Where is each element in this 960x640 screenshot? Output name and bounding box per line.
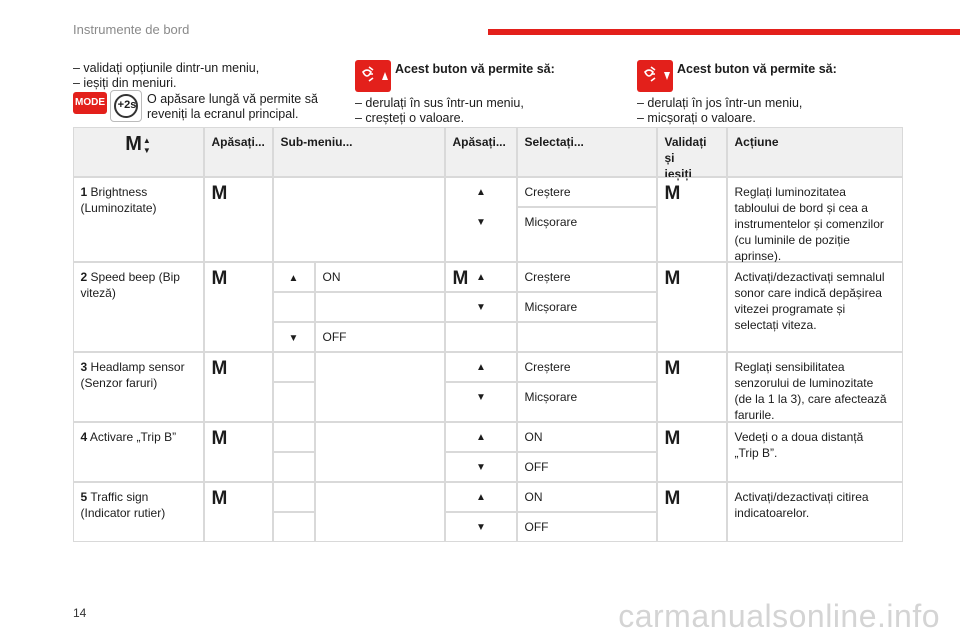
option-label: OFF [524, 519, 549, 534]
option-cell [517, 482, 657, 512]
action-line: selectați viteza. [734, 317, 817, 332]
option-label: Micșorare [524, 214, 578, 229]
header-validate-label: Validați și [664, 134, 707, 165]
light-down-button-icon [637, 60, 673, 92]
option-cell [517, 207, 657, 262]
option-label: Creștere [524, 184, 571, 199]
action-line: „Trip B”. [734, 445, 778, 460]
header-press-label: Apăsați... [211, 134, 265, 149]
action-line: senzorului de luminozitate [734, 375, 874, 390]
submenu-empty [273, 292, 315, 322]
option-label: Micșorare [524, 389, 578, 404]
menu-item-label: (Luminozitate) [80, 200, 157, 215]
action-line: sonor care indică depășirea [734, 285, 882, 300]
m-icon: M [211, 267, 228, 289]
m-icon: M [211, 487, 228, 509]
validate-m-cell [657, 262, 727, 352]
validate-m-cell [657, 482, 727, 542]
up-arrow-icon: ▲ [476, 362, 486, 373]
submenu-option-label: OFF [322, 329, 347, 344]
press-m-cell [204, 352, 273, 422]
menu-item-label: Traffic sign [90, 489, 149, 504]
option-cell [517, 512, 657, 542]
light-up-button-icon [355, 60, 391, 92]
up-arrow-icon: ▲ [476, 187, 486, 198]
submenu-empty [315, 292, 445, 322]
m-icon: M [664, 357, 681, 379]
action-text [727, 482, 903, 542]
up-arrow-icon: ▲ [476, 272, 486, 283]
down-arrow-icon: ▼ [476, 302, 486, 313]
menu-item-number: 2 [80, 269, 88, 284]
press-m-cell [204, 422, 273, 482]
down-arrow-icon: ▼ [476, 392, 486, 403]
action-line: (cu luminile de poziție [734, 232, 850, 247]
menu-item-label: Speed beep (Bip [90, 269, 180, 284]
action-line: farurile. [734, 407, 775, 422]
action-line: instrumentelor și comenzilor [734, 216, 884, 231]
option-label: ON [524, 429, 543, 444]
m-icon: M [664, 487, 681, 509]
header-select [517, 127, 657, 177]
option-label: OFF [524, 459, 549, 474]
option-cell [517, 382, 657, 422]
down-arrow-icon: ▼ [476, 462, 486, 473]
menu-item-label: (Indicator rutier) [80, 505, 166, 520]
m-icon: M [664, 267, 681, 289]
option-label: Creștere [524, 269, 571, 284]
press-m-cell [204, 177, 273, 262]
option-label: Micșorare [524, 299, 578, 314]
m-icon: M [452, 267, 469, 289]
page-number: 14 [73, 606, 87, 620]
action-line: indicatoarelor. [734, 505, 810, 520]
menu-item-label: viteză) [80, 285, 116, 300]
long-press-text: O apăsare lungă vă permite să reveniți la ecranul principal. [147, 92, 318, 121]
submenu-arrow [273, 262, 315, 292]
submenu-empty [273, 452, 315, 482]
submenu-empty [273, 352, 315, 382]
header-submenu-label: Sub-meniu... [280, 134, 353, 149]
submenu-empty [273, 177, 445, 262]
hold-2s-icon: +2s [110, 90, 142, 122]
down-button-title: Acest buton vă permite să: [677, 62, 837, 76]
submenu-empty [315, 352, 445, 422]
menu-item-label: (Senzor faruri) [80, 375, 158, 390]
down-arrow-icon: ▼ [142, 146, 151, 156]
action-text [727, 177, 903, 262]
menu-item-number: 1 [80, 184, 88, 199]
menu-item-name [73, 262, 204, 352]
submenu-empty [315, 422, 445, 482]
option-cell [517, 262, 657, 292]
option-label: Creștere [524, 359, 571, 374]
action-text [727, 352, 903, 422]
action-line: Activați/dezactivați semnalul [734, 269, 885, 284]
menu-item-label: Activare „Trip B” [89, 429, 177, 444]
up-arrow-icon: ▲ [288, 272, 299, 284]
option-cell [517, 177, 657, 207]
m-icon: M [125, 132, 142, 155]
down-arrow-icon: ▼ [476, 522, 486, 533]
intro-line: – validați opțiunile dintr-un meniu, [73, 61, 260, 75]
menu-item-name [73, 177, 204, 262]
header-accent-bar [488, 29, 960, 35]
action-line: Reglați sensibilitatea [734, 359, 845, 374]
header-validate [657, 127, 727, 181]
action-line: Vedeți o a doua distanță [734, 429, 864, 444]
intro-line: – ieșiți din meniuri. [73, 76, 177, 90]
menu-item-number: 5 [80, 489, 88, 504]
validate-m-cell [657, 352, 727, 422]
submenu-arrow [273, 322, 315, 352]
watermark: carmanualsonline.info [618, 598, 940, 634]
down-button-desc: – derulați în jos într-un meniu, – micșorați o valoare. [637, 96, 803, 125]
up-arrow-icon: ▲ [476, 492, 486, 503]
m-icon: M [211, 182, 228, 204]
header-press-label: Apăsați... [452, 134, 506, 149]
mode-button-icon: MODE [73, 92, 107, 114]
submenu-empty [273, 512, 315, 542]
menu-item-number: 3 [80, 359, 88, 374]
m-icon: M [664, 182, 681, 204]
option-empty [517, 322, 657, 352]
header-action [727, 127, 903, 177]
option-cell [517, 452, 657, 482]
down-arrow-icon: ▼ [288, 332, 299, 344]
menu-item-number: 4 [80, 429, 88, 444]
menu-item-name [73, 422, 204, 482]
m-icon: M [211, 427, 228, 449]
menu-item-label: Brightness [90, 184, 148, 199]
menu-item-name [73, 482, 204, 542]
header-validate-label: ieșiți [664, 166, 692, 181]
header-press [445, 127, 517, 177]
press-m-cell [204, 482, 273, 542]
down-arrow-icon: ▼ [476, 217, 486, 228]
press-empty [445, 322, 517, 352]
validate-m-cell [657, 422, 727, 482]
header-press [204, 127, 273, 177]
action-text [727, 262, 903, 352]
press-m-cell [204, 262, 273, 352]
menu-icon-header [73, 127, 204, 177]
up-arrow-icon: ▲ [142, 136, 151, 146]
option-cell [517, 422, 657, 452]
submenu-empty [273, 382, 315, 422]
header-action-label: Acțiune [734, 134, 779, 149]
action-line: aprinse). [734, 248, 782, 263]
header-submenu [273, 127, 445, 177]
submenu-option-label: ON [322, 269, 341, 284]
action-line: tabloului de bord și cea a [734, 200, 868, 215]
header-select-label: Selectați... [524, 134, 584, 149]
action-line: (de la 1 la 3), care afectează [734, 391, 887, 406]
action-line: Reglați luminozitatea [734, 184, 846, 199]
submenu-empty [273, 482, 315, 512]
up-button-desc: – derulați în sus într-un meniu, – creșteți o valoare. [355, 96, 524, 125]
action-text [727, 422, 903, 482]
submenu-empty [315, 482, 445, 542]
intro-col-1 [73, 61, 259, 91]
settings-grid [73, 127, 903, 542]
m-icon: M [664, 427, 681, 449]
section-title: Instrumente de bord [73, 22, 190, 37]
submenu-option [315, 322, 445, 352]
action-line: Activați/dezactivați citirea [734, 489, 869, 504]
option-label: ON [524, 489, 543, 504]
up-button-title: Acest buton vă permite să: [395, 62, 555, 76]
menu-item-name [73, 352, 204, 422]
validate-m-cell [657, 177, 727, 262]
menu-item-label: Headlamp sensor [90, 359, 185, 374]
up-arrow-icon: ▲ [476, 432, 486, 443]
submenu-empty [273, 422, 315, 452]
submenu-option [315, 262, 445, 292]
option-cell [517, 292, 657, 322]
action-line: vitezei programate și [734, 301, 846, 316]
m-icon: M [211, 357, 228, 379]
option-cell [517, 352, 657, 382]
